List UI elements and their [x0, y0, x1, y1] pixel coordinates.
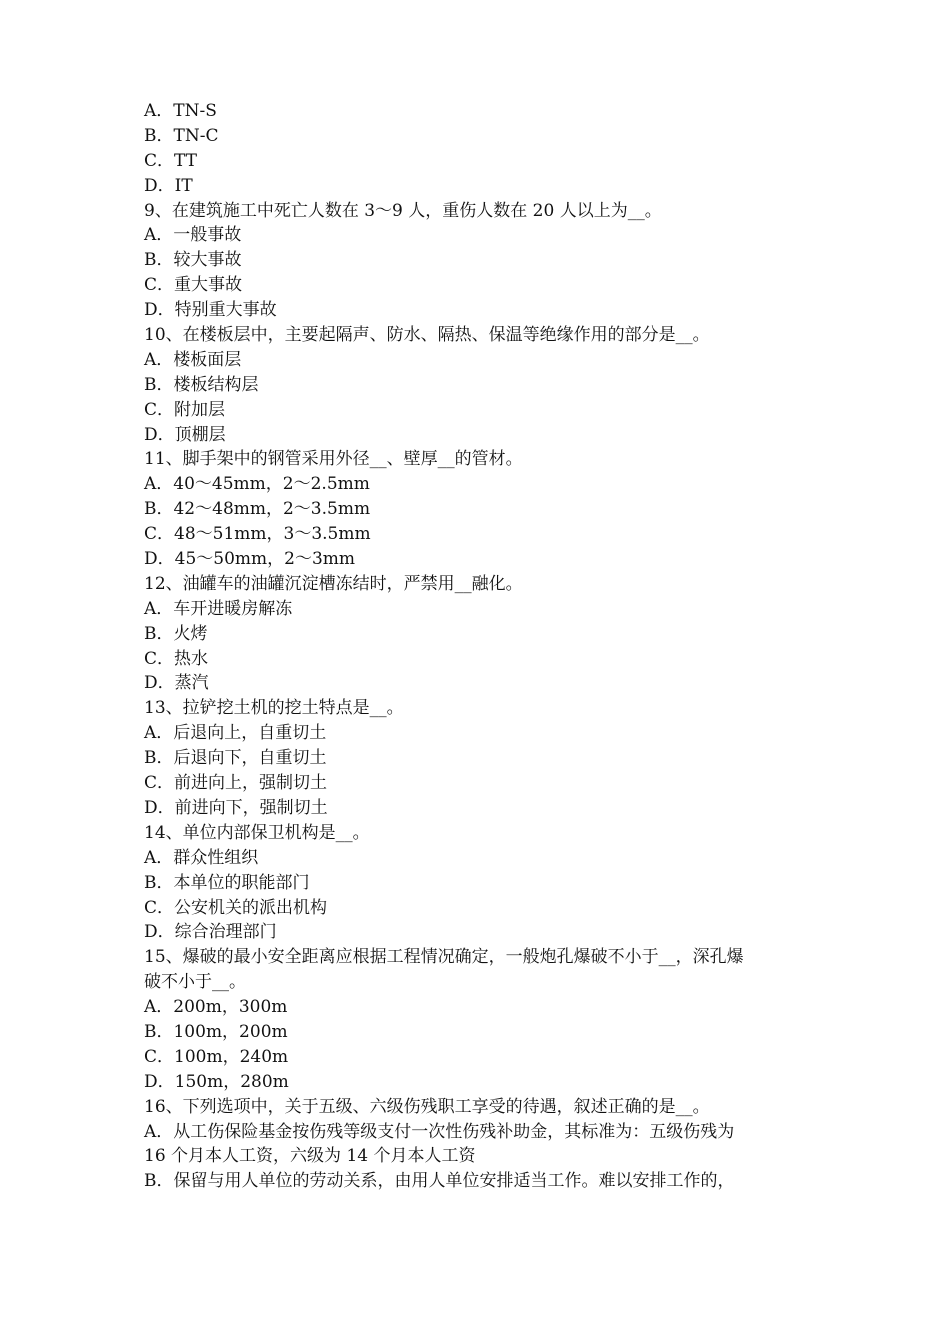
answer-option: D．综合治理部门 — [144, 922, 277, 943]
answer-option: C．公安机关的派出机构 — [144, 897, 328, 918]
question-stem: 9、在建筑施工中死亡人数在 3～9 人，重伤人数在 20 人以上为__。 — [144, 200, 662, 221]
answer-option-continuation: 16 个月本人工资，六级为 14 个月本人工资 — [144, 1146, 476, 1167]
answer-option: A．40～45mm，2～2.5mm — [144, 474, 370, 495]
answer-option: B．火烤 — [144, 623, 208, 644]
answer-option: B．100m，200m — [144, 1021, 288, 1042]
answer-option: A．后退向上，自重切土 — [144, 723, 327, 744]
question-stem: 12、油罐车的油罐沉淀槽冻结时，严禁用__融化。 — [144, 573, 523, 594]
answer-option: A．楼板面层 — [144, 349, 242, 370]
question-stem-continuation: 破不小于__。 — [144, 972, 246, 993]
answer-option: C．100m，240m — [144, 1046, 289, 1067]
answer-option: D．前进向下，强制切土 — [144, 797, 328, 818]
answer-option: A．一般事故 — [144, 225, 242, 246]
question-stem: 10、在楼板层中，主要起隔声、防水、隔热、保温等绝缘作用的部分是__。 — [144, 325, 710, 346]
answer-option: A．200m，300m — [144, 997, 288, 1018]
answer-option: C．48～51mm，3～3.5mm — [144, 524, 371, 545]
answer-option: D．150m，280m — [144, 1071, 289, 1092]
answer-option: B．保留与用人单位的劳动关系，由用人单位安排适当工作。难以安排工作的， — [144, 1171, 735, 1192]
question-stem: 16、下列选项中，关于五级、六级伤残职工享受的待遇，叙述正确的是__。 — [144, 1096, 710, 1117]
question-stem: 14、单位内部保卫机构是__。 — [144, 822, 370, 843]
answer-option: B．TN-C — [144, 125, 219, 146]
answer-option: C．前进向上，强制切土 — [144, 773, 328, 794]
answer-option: D．特别重大事故 — [144, 300, 277, 321]
answer-option: C．TT — [144, 150, 198, 171]
answer-option: A．从工伤保险基金按伤残等级支付一次性伤残补助金，其标准为：五级伤残为 — [144, 1121, 735, 1142]
question-stem: 13、拉铲挖土机的挖土特点是__。 — [144, 698, 404, 719]
answer-option: B．楼板结构层 — [144, 374, 259, 395]
answer-option: B．后退向下，自重切土 — [144, 748, 327, 769]
answer-option: B．较大事故 — [144, 250, 242, 271]
answer-option: D．IT — [144, 175, 193, 196]
question-list — [144, 99, 814, 1194]
answer-option: D．顶棚层 — [144, 424, 226, 445]
answer-option: C．附加层 — [144, 399, 226, 420]
answer-option: B．42～48mm，2～3.5mm — [144, 499, 371, 520]
answer-option: A．群众性组织 — [144, 847, 259, 868]
question-stem: 15、爆破的最小安全距离应根据工程情况确定，一般炮孔爆破不小于__，深孔爆 — [144, 947, 744, 968]
question-stem: 11、脚手架中的钢管采用外径__、壁厚__的管材。 — [144, 449, 523, 470]
answer-option: C．热水 — [144, 648, 209, 669]
answer-option: C．重大事故 — [144, 275, 243, 296]
answer-option: B．本单位的职能部门 — [144, 872, 310, 893]
answer-option: A．TN-S — [144, 101, 217, 121]
answer-option: D．45～50mm，2～3mm — [144, 549, 356, 570]
answer-option: D．蒸汽 — [144, 673, 209, 694]
answer-option: A．车开进暖房解冻 — [144, 598, 293, 619]
